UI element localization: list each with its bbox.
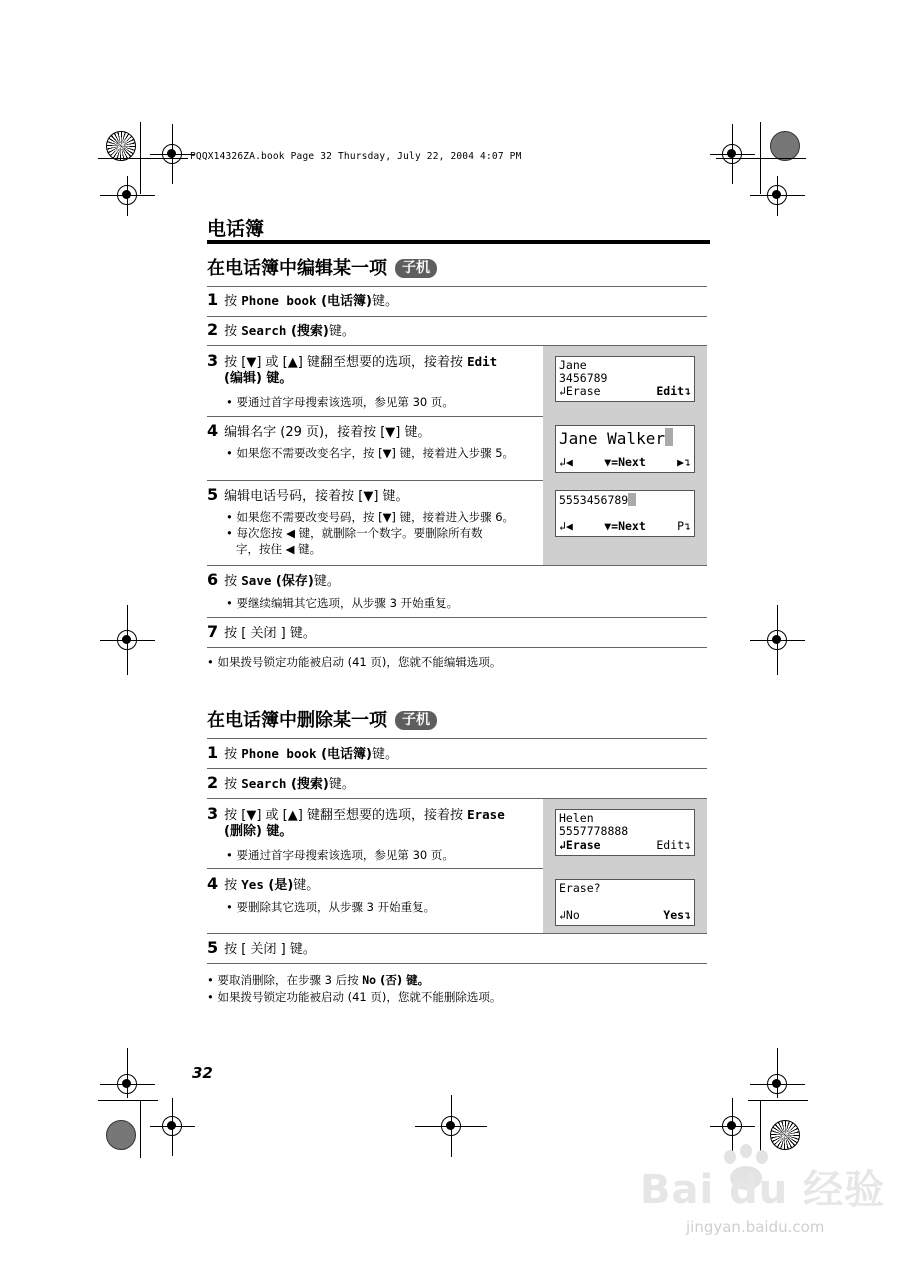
edit-step-3: 3 按 [▼] 或 [▲] 键翻至想要的选项，接着按 Edit — [207, 351, 498, 370]
erase-step-4: 4 按 Yes (是)键。 — [207, 874, 320, 893]
print-header: PQQX14326ZA.book Page 32 Thursday, July 22, 2004 4:07 PM — [190, 151, 522, 162]
erase-note-1: • 要取消删除，在步骤 3 后按 No (否) 键。 — [207, 973, 430, 987]
erase-note-2: • 如果拨号锁定功能被启动 (41 页)，您就不能删除选项。 — [207, 990, 502, 1004]
edit-step-3-bullet: • 要通过首字母搜索该选项，参见第 30 页。 — [226, 395, 454, 409]
section-title: 电话簿 — [207, 218, 265, 240]
edit-step-4: 4 编辑名字 (29 页)，接着按 [▼] 键。 — [207, 421, 431, 440]
lcd-edit-2: Jane Walker ↲◀ ▼=Next ▶↴ — [555, 425, 695, 473]
edit-step-5-bullet-2: • 每次您按 ◀ 键，就删除一个数字。要删除所有数 — [226, 526, 483, 540]
erase-step-3-bullet: • 要通过首字母搜索该选项，参见第 30 页。 — [226, 848, 454, 862]
lcd-erase-1: Helen 5557778888 ↲Erase Edit↴ — [555, 809, 695, 856]
lcd-erase-2: Erase? ↲No Yes↴ — [555, 879, 695, 926]
handset-badge: 子机 — [395, 259, 437, 278]
watermark-url: jingyan.baidu.com — [686, 1218, 825, 1236]
erase-step-2: 2 按 Search (搜索)键。 — [207, 773, 355, 792]
edit-step-3-line2: (编辑) 键。 — [224, 371, 293, 386]
watermark-brand: Bai du 经验 — [640, 1167, 886, 1213]
edit-step-5: 5 编辑电话号码，接着按 [▼] 键。 — [207, 485, 409, 504]
edit-step-2: 2 按 Search (搜索)键。 — [207, 320, 355, 339]
edit-step-6-bullet: • 要继续编辑其它选项，从步骤 3 开始重复。 — [226, 596, 459, 610]
erase-step-4-bullet: • 要删除其它选项，从步骤 3 开始重复。 — [226, 900, 436, 914]
edit-step-4-bullet: • 如果您不需要改变名字，按 [▼] 键，接着进入步骤 5。 — [226, 446, 515, 460]
edit-step-6: 6 按 Save (保存)键。 — [207, 570, 340, 589]
edit-note: • 如果拨号锁定功能被启动 (41 页)，您就不能编辑选项。 — [207, 655, 502, 669]
page-number: 32 — [192, 1064, 213, 1082]
handset-badge: 子机 — [395, 711, 437, 730]
edit-step-1: 1 按 Phone book (电话簿)键。 — [207, 290, 398, 309]
edit-step-5-bullet-1: • 如果您不需要改变号码，按 [▼] 键，接着进入步骤 6。 — [226, 510, 515, 524]
erase-step-3-line2: (删除) 键。 — [224, 824, 293, 839]
erase-step-3: 3 按 [▼] 或 [▲] 键翻至想要的选项，接着按 Erase — [207, 804, 505, 823]
erase-step-5: 5 按 [ 关闭 ] 键。 — [207, 938, 316, 957]
edit-step-5-bullet-2b: 字，按住 ◀ 键。 — [236, 542, 322, 556]
edit-step-7: 7 按 [ 关闭 ] 键。 — [207, 622, 316, 641]
lcd-edit-3: 5553456789 ↲◀ ▼=Next P↴ — [555, 490, 695, 537]
erase-step-1: 1 按 Phone book (电话簿)键。 — [207, 743, 398, 762]
lcd-edit-1: Jane 3456789 ↲Erase Edit↴ — [555, 356, 695, 402]
erase-title: 在电话簿中删除某一项 子机 — [207, 706, 437, 732]
edit-title: 在电话簿中编辑某一项 子机 — [207, 254, 437, 280]
section-rule — [207, 240, 710, 244]
